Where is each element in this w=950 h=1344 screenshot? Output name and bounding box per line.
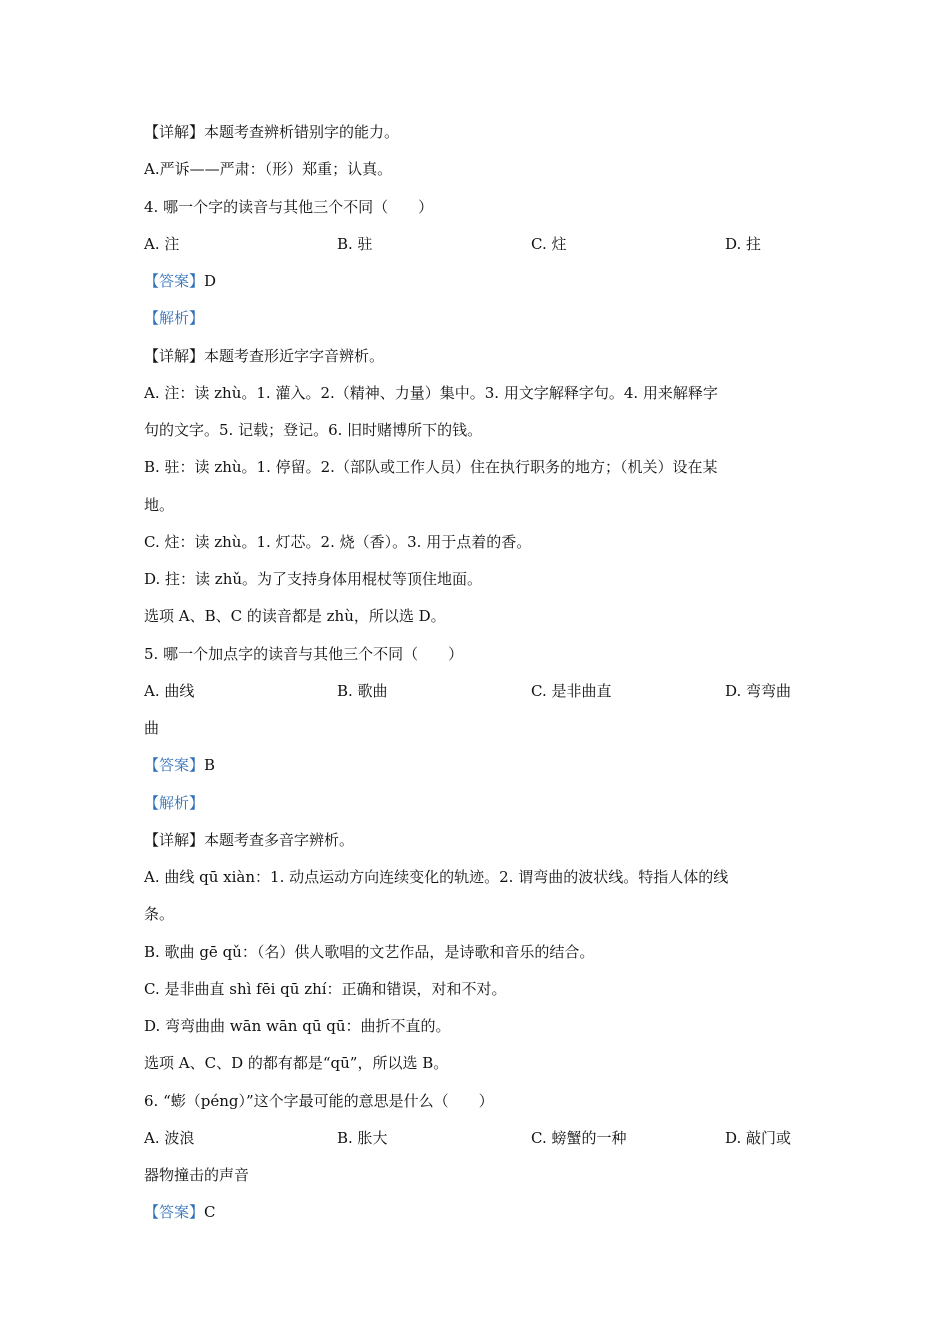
explanation-line: A. 曲线 qū xiàn：1. 动点运动方向连续变化的轨迹。2. 谓弯曲的波状线。特指人体的线 xyxy=(144,868,729,886)
question-6-options xyxy=(144,1124,824,1161)
option-c: C. 炷 xyxy=(531,234,567,253)
answer-tag: 【答案】 xyxy=(144,272,205,290)
document-page xyxy=(144,118,824,1236)
question-5-analysis-heading xyxy=(144,789,824,826)
explanation-line: B. 驻：读 zhù。1. 停留。2.（部队或工作人员）住在执行职务的地方；（机关）设在某 xyxy=(144,458,718,477)
option-b: B. 驻 xyxy=(337,234,373,253)
option-continuation: 器物撞击的声音 xyxy=(144,1166,250,1184)
question-4-analysis-heading xyxy=(144,304,824,341)
explanation-line: A. 注：读 zhù。1. 灌入。2.（精神、力量）集中。3. 用文字解释字句。4. 用来解释字 xyxy=(144,383,718,402)
analysis-tag: 【解析】 xyxy=(144,309,205,328)
question-5-answer xyxy=(144,751,824,788)
option-a: A. 曲线 xyxy=(144,681,195,700)
explanation-line: A.严诉——严肃：（形）郑重；认真。 xyxy=(144,160,393,179)
explanation-line: 选项 A、C、D 的都有都是“qū”，所以选 B。 xyxy=(144,1054,449,1073)
explanation-line: 【详解】本题考查多音字辨析。 xyxy=(144,830,355,849)
question-4-answer xyxy=(144,267,824,304)
explanation-line: 选项 A、B、C 的读音都是 zhù，所以选 D。 xyxy=(144,607,446,626)
explanation-line: 地。 xyxy=(144,495,175,514)
question-4-stem: 4. 哪一个字的读音与其他三个不同（ ） xyxy=(144,197,434,216)
explanation-line: D. 弯弯曲曲 wān wān qū qū：曲折不直的。 xyxy=(144,1017,451,1035)
option-b: B. 歌曲 xyxy=(337,681,388,700)
explanation-line: C. 是非曲直 shì fēi qū zhí：正确和错误，对和不对。 xyxy=(144,979,507,998)
answer-tag: 【答案】 xyxy=(144,756,205,775)
option-a: A. 注 xyxy=(144,234,180,253)
option-b: B. 胀大 xyxy=(337,1128,388,1147)
option-d: D. 敲门或 xyxy=(725,1128,792,1147)
option-a: A. 波浪 xyxy=(144,1128,195,1147)
answer-tag: 【答案】 xyxy=(144,1203,205,1222)
explanation-line: 【详解】本题考查形近字字音辨析。 xyxy=(144,346,385,365)
question-5-options xyxy=(144,677,824,714)
question-4-options xyxy=(144,230,824,267)
option-continuation: 曲 xyxy=(144,719,160,737)
explanation-line: B. 歌曲 gē qǔ：（名）供人歌唱的文艺作品，是诗歌和音乐的结合。 xyxy=(144,942,595,961)
option-d: D. 弯弯曲 xyxy=(725,681,792,700)
question-6-stem: 6. “蟛（péng）”这个字最可能的意思是什么（ ） xyxy=(144,1091,494,1110)
option-c: C. 螃蟹的一种 xyxy=(531,1128,627,1147)
question-5-stem: 5. 哪一个加点字的读音与其他三个不同（ ） xyxy=(144,644,464,663)
explanation-line: C. 炷：读 zhù。1. 灯芯。2. 烧（香）。3. 用于点着的香。 xyxy=(144,532,532,551)
answer-value: D xyxy=(204,272,217,290)
answer-value: C xyxy=(204,1203,216,1222)
option-c: C. 是非曲直 xyxy=(531,681,612,700)
explanation-line: 句的文字。5. 记载；登记。6. 旧时赌博所下的钱。 xyxy=(144,421,483,439)
option-d: D. 拄 xyxy=(725,234,762,253)
question-6-answer xyxy=(144,1198,824,1235)
explanation-line: 条。 xyxy=(144,905,175,924)
explanation-line: 【详解】本题考查辨析错别字的能力。 xyxy=(144,123,400,141)
answer-value: B xyxy=(204,756,216,775)
explanation-line: D. 拄：读 zhǔ。为了支持身体用棍杖等顶住地面。 xyxy=(144,570,483,588)
analysis-tag: 【解析】 xyxy=(144,793,205,812)
